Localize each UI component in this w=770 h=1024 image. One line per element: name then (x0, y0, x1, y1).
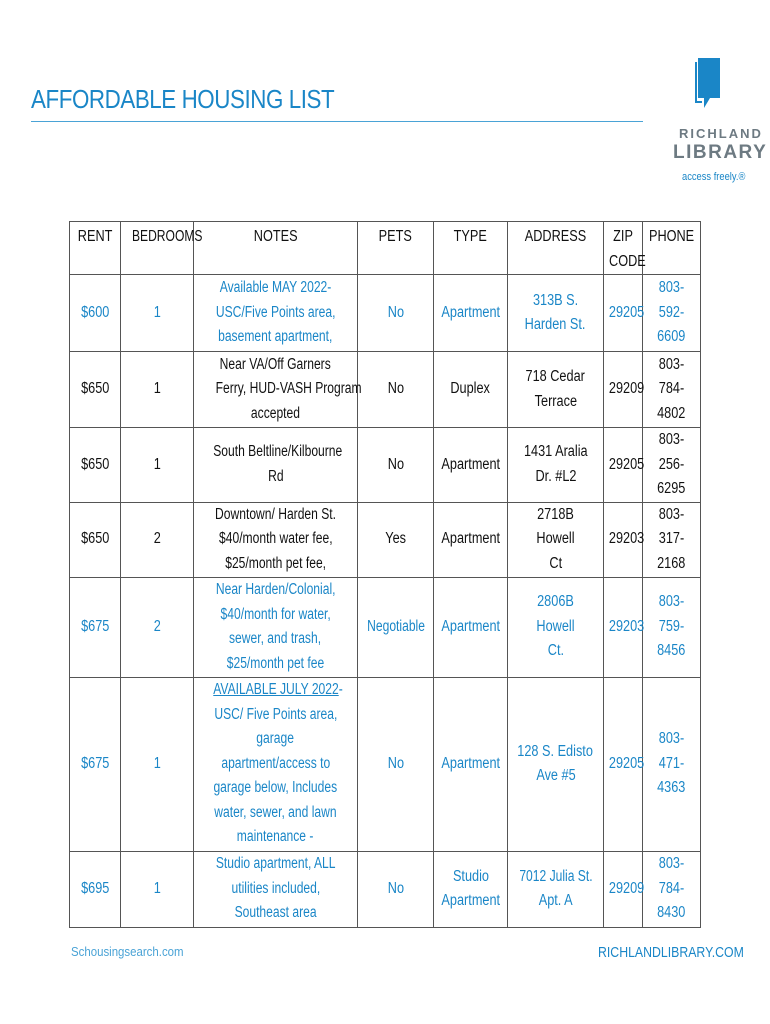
zip-cell: 29203 (604, 502, 643, 577)
title-divider (31, 121, 643, 122)
header-rent: RENT (70, 222, 121, 275)
pets-cell: No (358, 352, 434, 428)
type-cell: Apartment (434, 428, 508, 503)
bedrooms-cell: 1 (121, 677, 194, 851)
type-cell: Studio Apartment (434, 851, 508, 927)
table-row (70, 352, 701, 428)
pets-cell: Yes (358, 502, 434, 577)
phone-cell: 803-784- 4802 (643, 352, 701, 428)
pets-cell: No (358, 851, 434, 927)
zip-cell: 29209 (604, 851, 643, 927)
phone-cell: 803-784- 8430 (643, 851, 701, 927)
logo-word-richland: RICHLAND (679, 126, 763, 141)
zip-cell: 29205 (604, 275, 643, 352)
notes-cell: AVAILABLE JULY 2022- USC/ Five Points area, garage apartment/access to garage below, Includes water, sewer, and lawn maintenance - (194, 677, 358, 851)
phone-cell: 803-317- 2168 (643, 502, 701, 577)
zip-cell: 29209 (604, 352, 643, 428)
footer-housing-search-link[interactable]: Schousingsearch.com (71, 944, 184, 959)
type-cell: Apartment (434, 275, 508, 352)
type-cell: Duplex (434, 352, 508, 428)
header-pets: PETS (358, 222, 434, 275)
bedrooms-cell: 1 (121, 851, 194, 927)
rent-cell: $695 (70, 851, 121, 927)
rent-cell: $675 (70, 677, 121, 851)
bedrooms-cell: 2 (121, 577, 194, 677)
table-row (70, 275, 701, 352)
header-bedrooms: BEDROOMS (121, 222, 194, 275)
zip-cell: 29205 (604, 677, 643, 851)
pets-cell: Negotiable (358, 577, 434, 677)
header-phone: PHONE (643, 222, 701, 275)
logo-word-library: LIBRARY (673, 142, 768, 163)
availability-link: AVAILABLE JULY 2022 (213, 681, 339, 699)
zip-cell: 29203 (604, 577, 643, 677)
phone-cell: 803-592- 6609 (643, 275, 701, 352)
header-type: TYPE (434, 222, 508, 275)
pets-cell: No (358, 428, 434, 503)
table-header-row (70, 222, 701, 275)
notes-cell: Near VA/Off Garners Ferry, HUD-VASH Program accepted (194, 352, 358, 428)
page-title: AFFORDABLE HOUSING LIST (31, 84, 335, 114)
phone-cell: 803-759- 8456 (643, 577, 701, 677)
bedrooms-cell: 1 (121, 428, 194, 503)
address-cell: 1431 Aralia Dr. #L2 (508, 428, 604, 503)
table-row (70, 577, 701, 677)
notes-cell: Studio apartment, ALL utilities included, Southeast area (194, 851, 358, 927)
type-cell: Apartment (434, 577, 508, 677)
address-cell: 2806B Howell Ct. (508, 577, 604, 677)
bedrooms-cell: 1 (121, 275, 194, 352)
address-cell: 718 Cedar Terrace (508, 352, 604, 428)
address-cell: 313B S. Harden St. (508, 275, 604, 352)
phone-cell: 803-471- 4363 (643, 677, 701, 851)
type-cell: Apartment (434, 677, 508, 851)
rent-cell: $675 (70, 577, 121, 677)
header-notes: NOTES (194, 222, 358, 275)
book-mark-icon (696, 58, 722, 110)
table-row (70, 502, 701, 577)
footer-library-website-link[interactable]: RICHLANDLIBRARY.COM (598, 944, 744, 961)
housing-table (69, 221, 701, 928)
logo-tagline: access freely.® (682, 171, 746, 183)
rent-cell: $650 (70, 502, 121, 577)
table-row (70, 677, 701, 851)
notes-cell: South Beltline/Kilbourne Rd (194, 428, 358, 503)
notes-cell: Downtown/ Harden St. $40/month water fee, $25/month pet fee, (194, 502, 358, 577)
table-row (70, 428, 701, 503)
table-row (70, 851, 701, 927)
zip-cell: 29205 (604, 428, 643, 503)
rent-cell: $600 (70, 275, 121, 352)
notes-cell: Available MAY 2022- USC/Five Points area, basement apartment, (194, 275, 358, 352)
bedrooms-cell: 2 (121, 502, 194, 577)
notes-cell: Near Harden/Colonial, $40/month for water, sewer, and trash, $25/month pet fee (194, 577, 358, 677)
pets-cell: No (358, 677, 434, 851)
bedrooms-cell: 1 (121, 352, 194, 428)
rent-cell: $650 (70, 352, 121, 428)
type-cell: Apartment (434, 502, 508, 577)
phone-cell: 803-256- 6295 (643, 428, 701, 503)
address-cell: 7012 Julia St. Apt. A (508, 851, 604, 927)
address-cell: 2718B Howell Ct (508, 502, 604, 577)
address-cell: 128 S. Edisto Ave #5 (508, 677, 604, 851)
rent-cell: $650 (70, 428, 121, 503)
pets-cell: No (358, 275, 434, 352)
header-address: ADDRESS (508, 222, 604, 275)
header-zip-code: ZIP CODE (604, 222, 643, 275)
